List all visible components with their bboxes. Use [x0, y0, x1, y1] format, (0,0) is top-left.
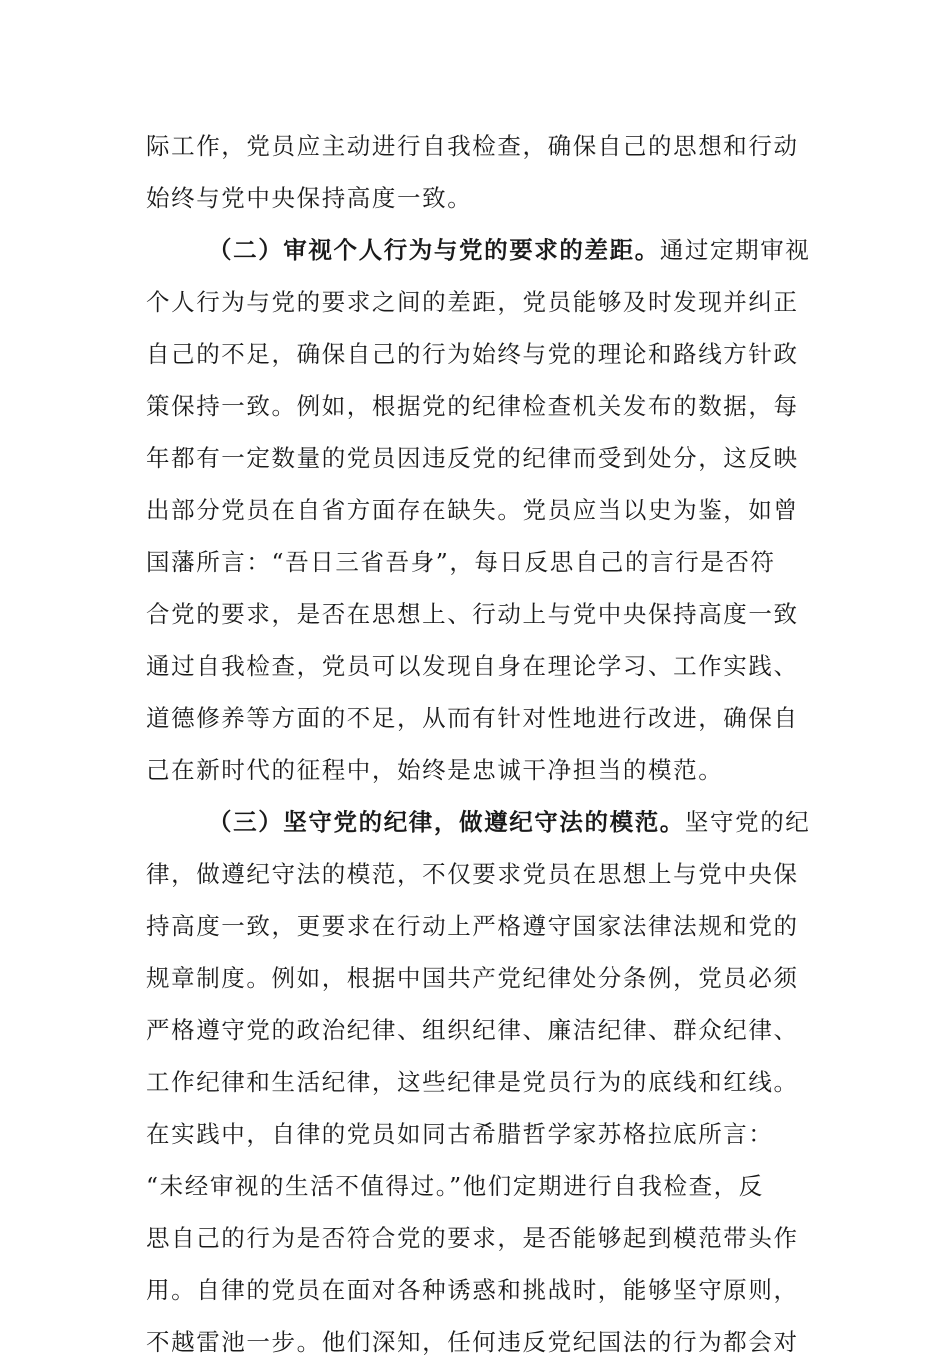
section-three-line	[146, 796, 811, 848]
section-two-line	[146, 224, 811, 276]
body-line: 国藩所言：“吾日三省吾身”，每日反思自己的言行是否符	[146, 548, 776, 576]
body-text: 坚守党的纪	[684, 808, 811, 836]
section-three-heading: （三）坚守党的纪律，做遵纪守法的模范。	[208, 808, 685, 836]
body-line: 己在新时代的征程中，始终是忠诚干净担当的模范。	[146, 756, 724, 784]
body-line: 不越雷池一步。他们深知，任何违反党纪国法的行为都会对	[146, 1328, 799, 1356]
body-line: 合党的要求，是否在思想上、行动上与党中央保持高度一致	[146, 600, 799, 628]
body-line: 持高度一致，更要求在行动上严格遵守国家法律法规和党的	[146, 912, 799, 940]
body-line: 严格遵守党的政治纪律、组织纪律、廉洁纪律、群众纪律、	[146, 1016, 799, 1044]
body-line: 出部分党员在自省方面存在缺失。党员应当以史为鉴，如曾	[146, 496, 799, 524]
body-line: 在实践中，自律的党员如同古希腊哲学家苏格拉底所言：	[146, 1120, 774, 1148]
body-text: 通过定期审视	[659, 236, 811, 264]
body-line: 道德修养等方面的不足，从而有针对性地进行改进，确保自	[146, 704, 799, 732]
body-line: “未经审视的生活不值得过。”他们定期进行自我检查，反	[146, 1172, 764, 1200]
body-line: 规章制度。例如，根据中国共产党纪律处分条例，党员必须	[146, 964, 799, 992]
document-body	[146, 120, 811, 1368]
body-line: 际工作，党员应主动进行自我检查，确保自己的思想和行动	[146, 132, 799, 160]
body-line: 年都有一定数量的党员因违反党的纪律而受到处分，这反映	[146, 444, 799, 472]
body-line: 思自己的行为是否符合党的要求，是否能够起到模范带头作	[146, 1224, 799, 1252]
section-two-heading: （二）审视个人行为与党的要求的差距。	[208, 236, 660, 264]
body-line: 策保持一致。例如，根据党的纪律检查机关发布的数据，每	[146, 392, 799, 420]
body-line: 律，做遵纪守法的模范，不仅要求党员在思想上与党中央保	[146, 860, 799, 888]
body-line: 通过自我检查，党员可以发现自身在理论学习、工作实践、	[146, 652, 799, 680]
body-line: 工作纪律和生活纪律，这些纪律是党员行为的底线和红线。	[146, 1068, 799, 1096]
body-line: 自己的不足，确保自己的行为始终与党的理论和路线方针政	[146, 340, 799, 368]
body-line: 用。自律的党员在面对各种诱惑和挑战时，能够坚守原则，	[146, 1276, 799, 1304]
body-line: 个人行为与党的要求之间的差距，党员能够及时发现并纠正	[146, 288, 799, 316]
body-line: 始终与党中央保持高度一致。	[146, 184, 473, 212]
